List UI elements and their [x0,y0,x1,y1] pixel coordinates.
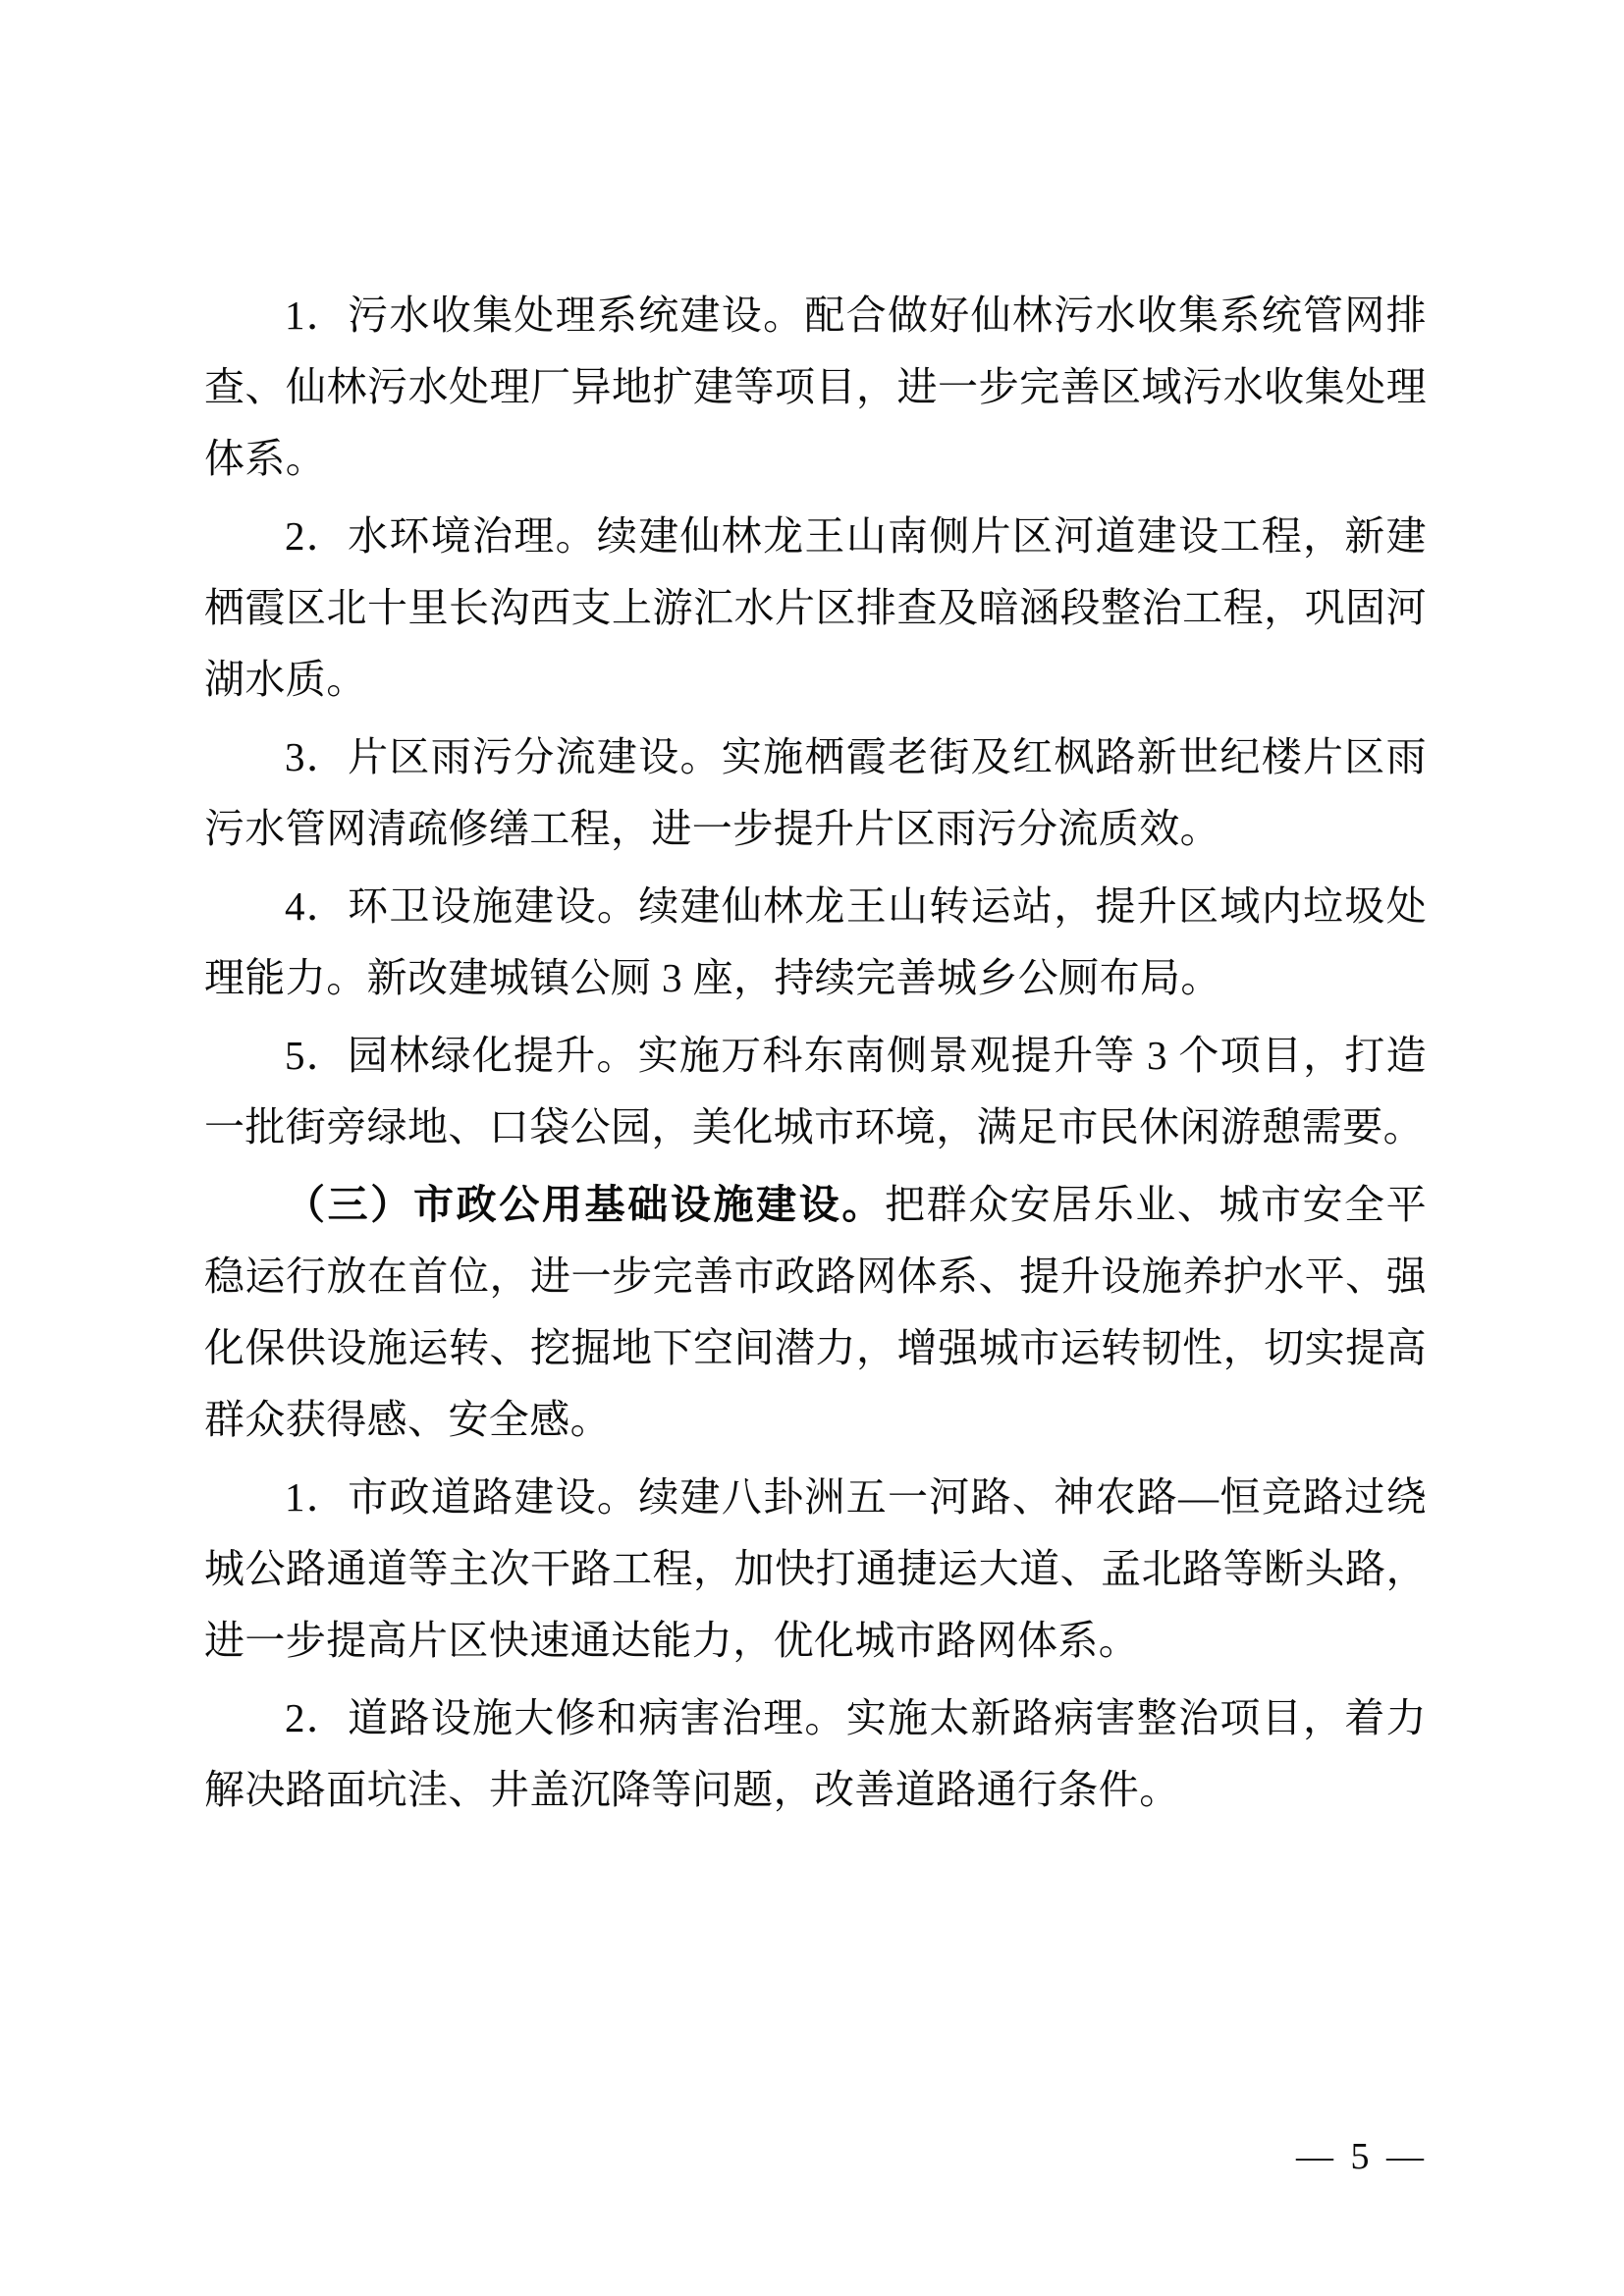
paragraph-water-environment: 2．水环境治理。续建仙林龙王山南侧片区河道建设工程，新建栖霞区北十里长沟西支上游汇水片区排查及暗涵段整治工程，巩固河湖水质。 [204,513,1427,702]
paragraph-sanitation-facilities: 4．环卫设施建设。续建仙林龙王山转运站，提升区域内垃圾处理能力。新改建城镇公厕 3 座，持续完善城乡公厕布局。 [204,883,1427,1000]
section-heading-body: 把群众安居乐业、城市安全平稳运行放在首位，进一步完善市政路网体系、提升设施养护水平、强化保供设施运转、挖掘地下空间潜力，增强城市运转韧性，切实提高群众获得感、安全感。 [204,1182,1427,1442]
paragraph-sewage-collection: 1．污水收集处理系统建设。配合做好仙林污水收集系统管网排查、仙林污水处理厂异地扩建等项目，进一步完善区域污水收集处理体系。 [204,293,1427,481]
paragraph-municipal-roads: 1．市政道路建设。续建八卦洲五一河路、神农路—恒竞路过绕城公路通道等主次干路工程，加快打通捷运大道、孟北路等断头路，进一步提高片区快速通达能力，优化城市路网体系。 [204,1474,1427,1663]
paragraph-rain-sewage-separation: 3．片区雨污分流建设。实施栖霞老街及红枫路新世纪楼片区雨污水管网清疏修缮工程，进一步提升片区雨污分流质效。 [204,734,1427,851]
paragraph-landscaping-improvement: 5．园林绿化提升。实施万科东南侧景观提升等 3 个项目，打造一批街旁绿地、口袋公园，美化城市环境，满足市民休闲游憩需要。 [204,1033,1427,1149]
paragraph-road-repair: 2．道路设施大修和病害治理。实施太新路病害整治项目，着力解决路面坑洼、井盖沉降等问题，改善道路通行条件。 [204,1695,1427,1812]
paragraph-municipal-utilities-heading [204,1169,1427,1456]
section-heading-label: （三）市政公用基础设施建设。 [285,1182,886,1227]
document-body [204,280,1427,1832]
page-number: — 5 — [1296,2136,1428,2177]
